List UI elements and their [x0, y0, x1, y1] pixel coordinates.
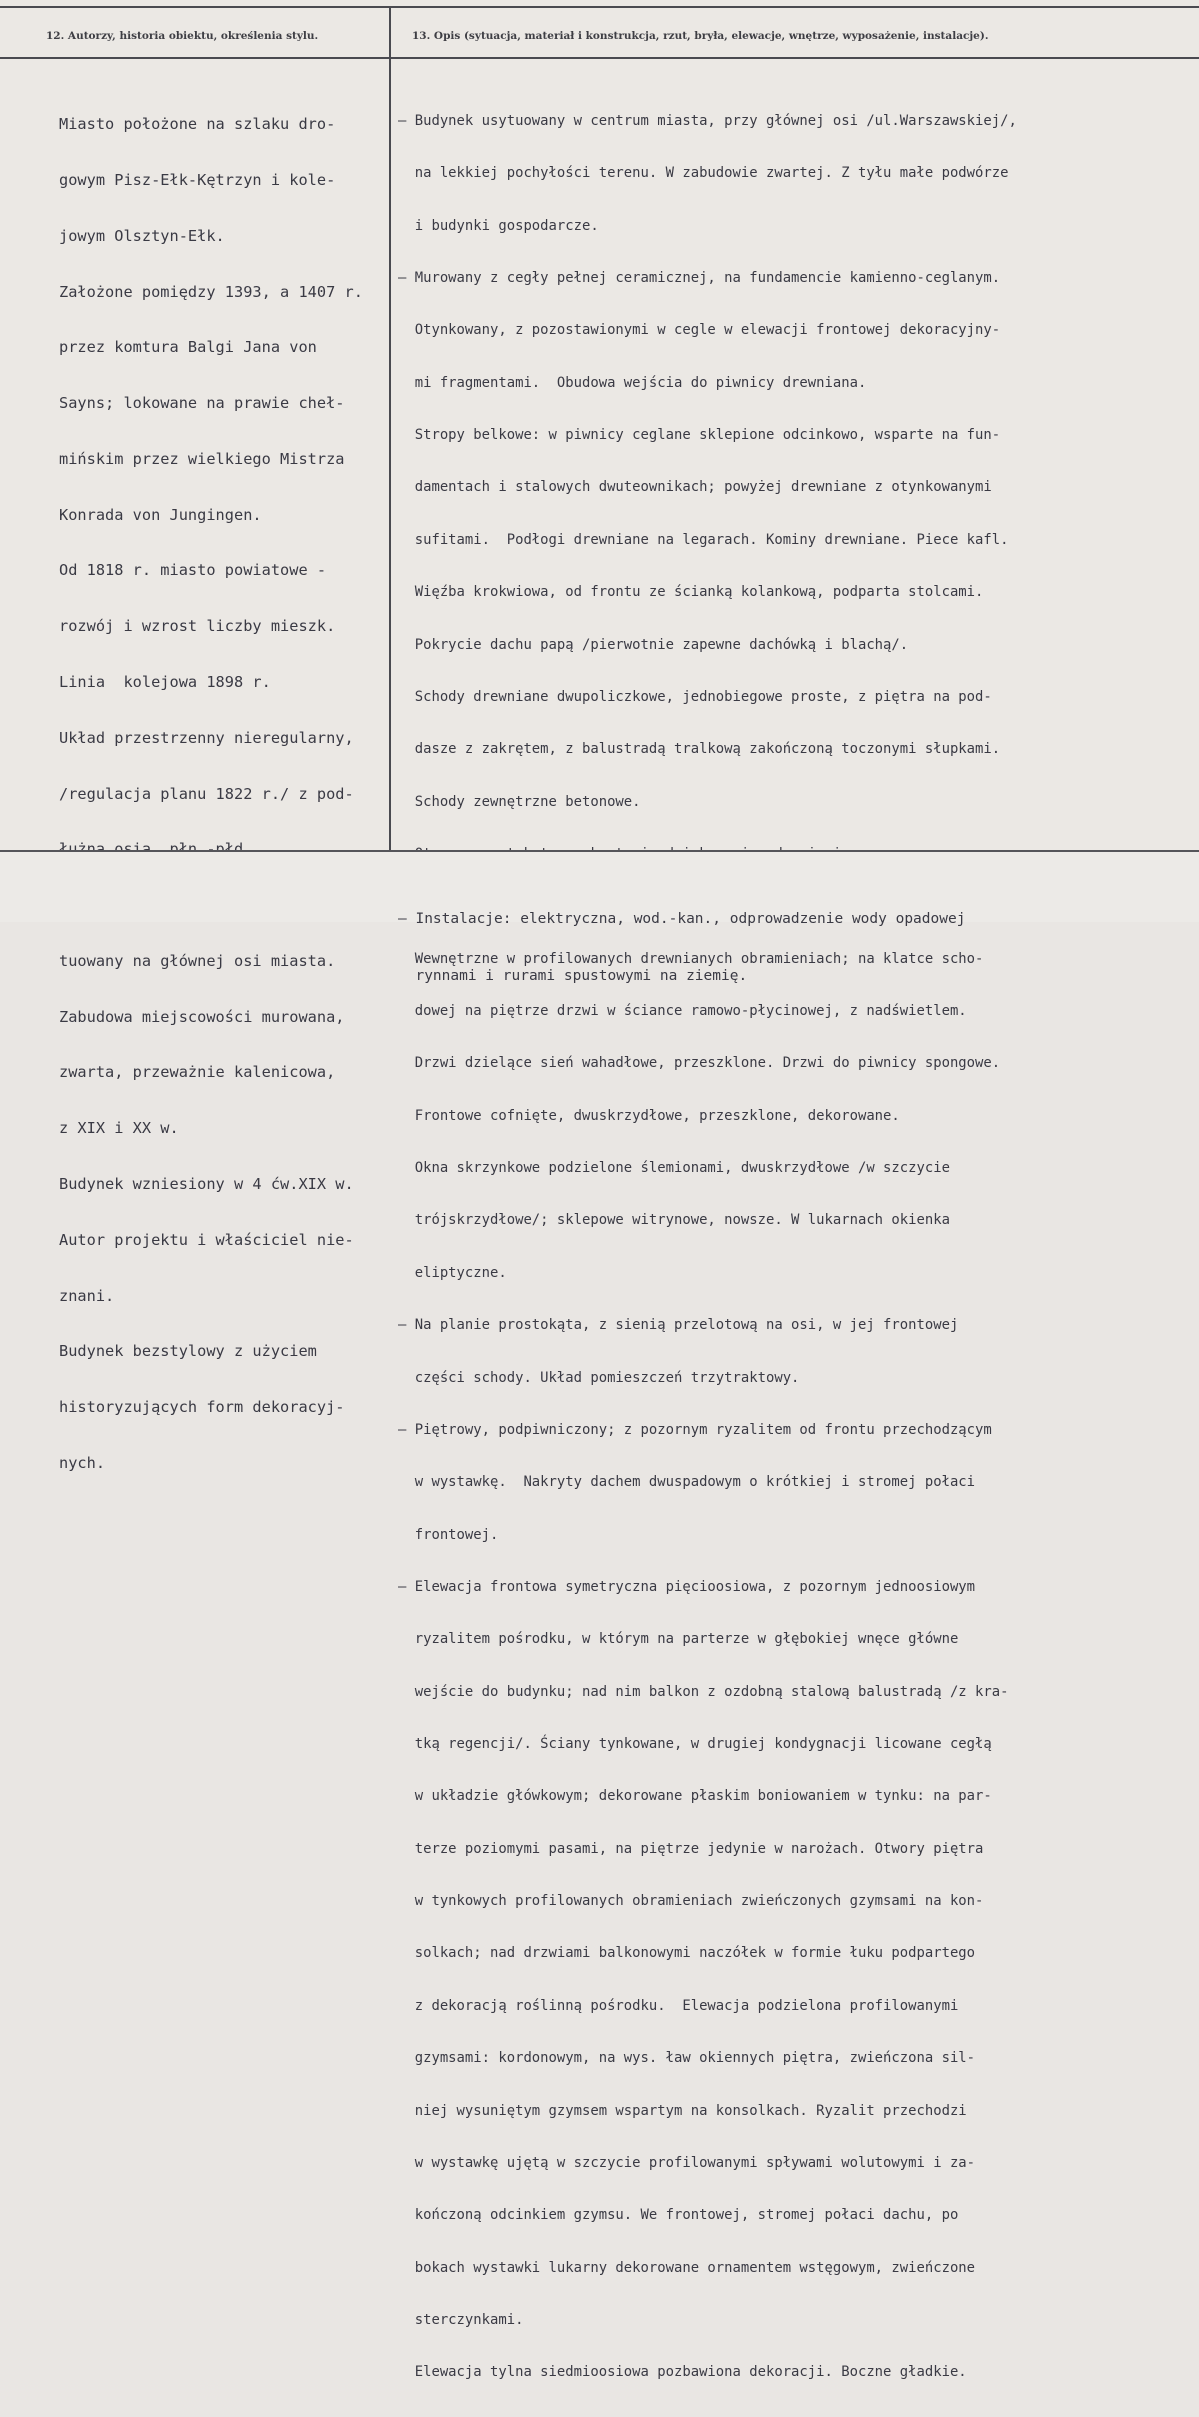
description-line: w wystawkę. Nakryty dachem dwuspadowym o krótkiej i stromej połaci: [398, 1474, 976, 1491]
description-line: Elewacja tylna siedmioosiowa pozbawiona dekoracji. Boczne gładkie.: [398, 2364, 967, 2381]
history-line: historyzujących form dekoracyj-: [59, 1398, 345, 1417]
history-line: Sayns; lokowane na prawie cheł-: [59, 394, 345, 413]
history-line: przez komtura Balgi Jana von: [59, 338, 317, 357]
description-line: kończoną odcinkiem gzymsu. We frontowej, stromej połaci dachu, po: [398, 2207, 959, 2224]
description-line: — Piętrowy, podpiwniczony; z pozornym ryzalitem od frontu przechodzącym: [398, 1421, 992, 1438]
history-line: Budynek bezstylowy z użyciem: [59, 1342, 317, 1361]
description-line: Drzwi dzielące sień wahadłowe, przeszklone. Drzwi do piwnicy spongowe.: [398, 1055, 1001, 1072]
description-line: sterczynkami.: [398, 2312, 524, 2328]
description-line: w układzie główkowym; dekorowane płaskim boniowaniem w tynku: na par-: [398, 1788, 992, 1805]
description-line: Wewnętrzne w profilowanych drewnianych obramieniach; na klatce scho-: [398, 950, 984, 967]
history-line: rozwój i wzrost liczby mieszk.: [59, 617, 336, 636]
description-line: dasze z zakrętem, z balustradą tralkową zakończoną toczonymi słupkami.: [398, 741, 1001, 758]
description-line: Okna skrzynkowe podzielone ślemionami, dwuskrzydłowe /w szczycie: [398, 1160, 950, 1177]
description-line: terze poziomymi pasami, na piętrze jedynie w narożach. Otwory piętra: [398, 1840, 984, 1857]
description-line: bokach wystawki lukarny dekorowane ornamentem wstęgowym, zwieńczone: [398, 2259, 976, 2276]
history-line: tuowany na głównej osi miasta.: [59, 951, 336, 970]
section-12-heading: 12. Autorzy, historia obiektu, określenia stylu.: [46, 30, 319, 42]
description-line: damentach i stalowych dwuteownikach; powyżej drewniane z otynkowanymi: [398, 479, 992, 496]
history-line: nych.: [59, 1453, 106, 1472]
history-line: znani.: [59, 1286, 115, 1305]
description-line: gzymsami: kordonowym, na wys. ław okiennych piętra, zwieńczona sil-: [398, 2050, 976, 2067]
description-line: — Elewacja frontowa symetryczna pięcioosiowa, z pozornym jednoosiowym: [398, 1578, 976, 1595]
description-line: frontowej.: [398, 1526, 499, 1543]
description-line: tką regencji/. Ściany tynkowane, w drugiej kondygnacji licowane cegłą: [398, 1736, 992, 1753]
description-line: eliptyczne.: [398, 1264, 507, 1281]
description-line: i budynki gospodarcze.: [398, 217, 599, 234]
description-line: mi fragmentami. Obudowa wejścia do piwnicy drewniana.: [398, 374, 867, 391]
description-line: Pokrycie dachu papą /pierwotnie zapewne dachówką i blachą/.: [398, 636, 909, 653]
description-text: [398, 78, 1188, 2417]
description-line: na lekkiej pochyłości terenu. W zabudowie zwartej. Z tyłu małe podwórze: [398, 165, 1009, 182]
column-divider: [389, 6, 391, 851]
history-line: Budynek wzniesiony w 4 ćw.XIX w.: [59, 1175, 354, 1194]
history-line: Od 1818 r. miasto powiatowe -: [59, 561, 327, 580]
description-line: w tynkowych profilowanych obramieniach zwieńczonych gzymsami na kon-: [398, 1893, 984, 1910]
description-line: — Budynek usytuowany w centrum miasta, przy głównej osi /ul.Warszawskiej/,: [398, 112, 1017, 129]
top-rule: [0, 6, 1199, 8]
description-line: sufitami. Podłogi drewniane na legarach. Kominy drewniane. Piece kafl.: [398, 531, 1009, 548]
description-line: dowej na piętrze drzwi w ściance ramowo-płycinowej, z nadświetlem.: [398, 1003, 967, 1020]
description-line: Schody zewnętrzne betonowe.: [398, 793, 641, 810]
description-line: Schody drewniane dwupoliczkowe, jednobiegowe proste, z piętra na pod-: [398, 688, 992, 705]
history-line: Autor projektu i właściciel nie-: [59, 1230, 354, 1249]
description-line: części schody. Układ pomieszczeń trzytraktowy.: [398, 1369, 800, 1386]
description-line: solkach; nad drzwiami balkonowymi naczółek w formie łuku podpartego: [398, 1945, 976, 1962]
history-line: z XIX i XX w.: [59, 1119, 179, 1138]
description-line: Stropy belkowe: w piwnicy ceglane sklepione odcinkowo, wsparte na fun-: [398, 427, 1001, 444]
description-line: w wystawkę ujętą w szczycie profilowanymi spływami wolutowymi i za-: [398, 2154, 976, 2171]
description-line: niej wysuniętym gzymsem wspartym na konsolkach. Ryzalit przechodzi: [398, 2102, 967, 2119]
description-line: Więźba krokwiowa, od frontu ze ścianką kolankową, podparta stolcami.: [398, 584, 984, 601]
history-line: Miasto położone na szlaku dro-: [59, 115, 336, 134]
history-line: mińskim przez wielkiego Mistrza: [59, 449, 345, 468]
history-line: Założone pomiędzy 1393, a 1407 r.: [59, 282, 363, 301]
installations-text: [398, 872, 1188, 1024]
description-line: trójskrzydłowe/; sklepowe witrynowe, nowsze. W lukarnach okienka: [398, 1212, 950, 1229]
description-line: wejście do budynku; nad nim balkon z ozdobną stalową balustradą /z kra-: [398, 1683, 1009, 1700]
description-line: z dekoracją roślinną pośrodku. Elewacja podzielona profilowanymi: [398, 1997, 959, 2014]
description-line: Otynkowany, z pozostawionymi w cegle w elewacji frontowej dekoracyjny-: [398, 322, 1001, 339]
description-line: Frontowe cofnięte, dwuskrzydłowe, przeszklone, dekorowane.: [398, 1107, 900, 1124]
description-line: ryzalitem pośrodku, w którym na parterze w głębokiej wnęce główne: [398, 1631, 959, 1648]
history-line: gowym Pisz-Ełk-Kętrzyn i kole-: [59, 170, 336, 189]
history-line: Linia kolejowa 1898 r.: [59, 673, 271, 691]
description-line: — Murowany z cegły pełnej ceramicznej, na fundamencie kamienno-ceglanym.: [398, 269, 1001, 286]
history-line: Zabudowa miejscowości murowana,: [59, 1007, 345, 1026]
history-line: Konrada von Jungingen.: [59, 505, 262, 524]
history-line: zwarta, przeważnie kalenicowa,: [59, 1063, 336, 1082]
history-line: Układ przestrzenny nieregularny,: [59, 728, 354, 747]
history-line: /regulacja planu 1822 r./ z pod-: [59, 784, 354, 803]
header-rule: [0, 57, 1199, 59]
history-line: jowym Olsztyn-Ełk.: [59, 226, 225, 245]
description-line: — Na planie prostokąta, z sienią przelotową na osi, w jej frontowej: [398, 1317, 959, 1334]
history-text: [59, 78, 389, 1510]
installations-line: — Instalacje: elektryczna, wod.-kan., odprowadzenie wody opadowej: [398, 911, 966, 927]
section-13-heading: 13. Opis (sytuacja, materiał i konstrukcja, rzut, bryła, elewacje, wnętrze, wyposażenie, instalacje).: [412, 30, 989, 42]
installations-line: rynnami i rurami spustowymi na ziemię.: [398, 968, 748, 984]
